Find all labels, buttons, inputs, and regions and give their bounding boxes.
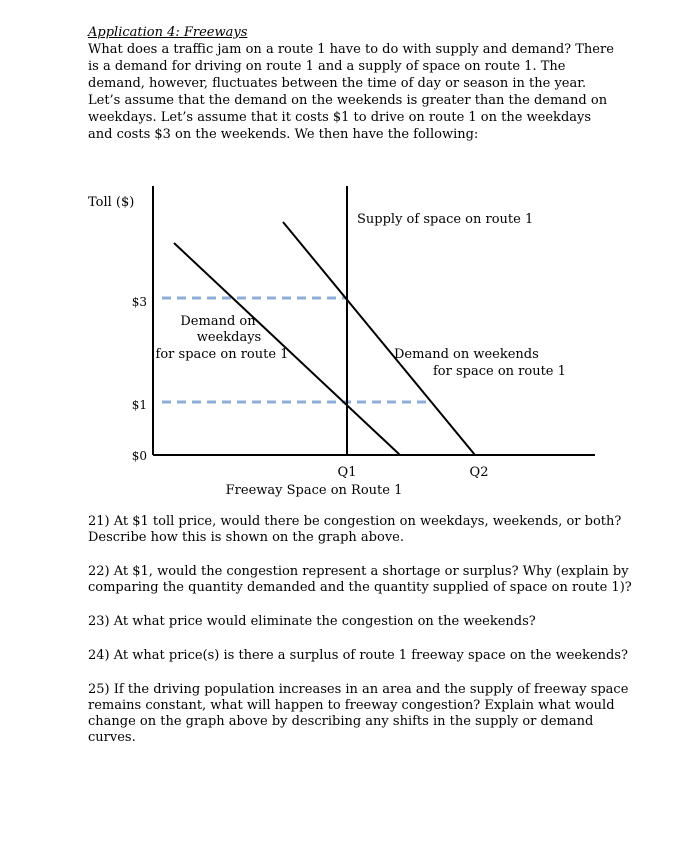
question-23: 23) At what price would eliminate the congestion on the weekends?: [88, 614, 536, 629]
weekend-demand-label-line2: for space on route 1: [433, 364, 566, 379]
x-tick-label-q2: Q2: [469, 465, 489, 480]
question-21: 21) At $1 toll price, would there be congestion on weekdays, weekends, or both? Describe how this is shown on the graph above.: [88, 514, 622, 545]
weekday-demand-label-line3: for space on route 1: [155, 347, 289, 362]
question-22: 22) At $1, would the congestion represent a shortage or surplus? Why (explain by comparing the quantity demanded and the quantity supplied of space on route 1)?: [88, 564, 632, 595]
x-tick-label-q1: Q1: [337, 465, 357, 480]
intro-paragraph: What does a traffic jam on a route 1 have to do with supply and demand? There is a demand for driving on route 1 and a supply of space on route 1. The demand, however, fluctuates between the time of day or season in the year. Let’s assume that the demand on the weekends is greater than the demand on weekdays. Let’s assume that it costs $1 to drive on route 1 on the weekdays and costs $3 on the weekends. We then have the following:: [88, 42, 614, 142]
questions-section: [88, 514, 633, 764]
question-24: 24) At what price(s) is there a surplus of route 1 freeway space on the weekends?: [88, 648, 629, 663]
weekend-demand-label-line1: Demand on weekends: [394, 347, 539, 362]
section-title: Application 4: Freeways: [88, 25, 248, 40]
weekend-demand-line: [283, 222, 475, 455]
weekday-demand-label-line2: weekdays: [196, 330, 262, 345]
x-axis-label: Freeway Space on Route 1: [225, 483, 403, 498]
weekday-demand-label-line1: Demand on: [180, 314, 256, 329]
y-tick-label-0: $0: [131, 449, 147, 463]
question-25: 25) If the driving population increases in an area and the supply of freeway space remains constant, what will happen to freeway congestion? Explain what would change on the graph above by describing any shifts in the supply or demand curves.: [88, 682, 629, 745]
supply-label: Supply of space on route 1: [357, 212, 534, 227]
y-axis-label: Toll ($): [88, 195, 135, 210]
y-tick-label-3: $3: [131, 295, 147, 309]
y-tick-label-1: $1: [131, 398, 147, 412]
